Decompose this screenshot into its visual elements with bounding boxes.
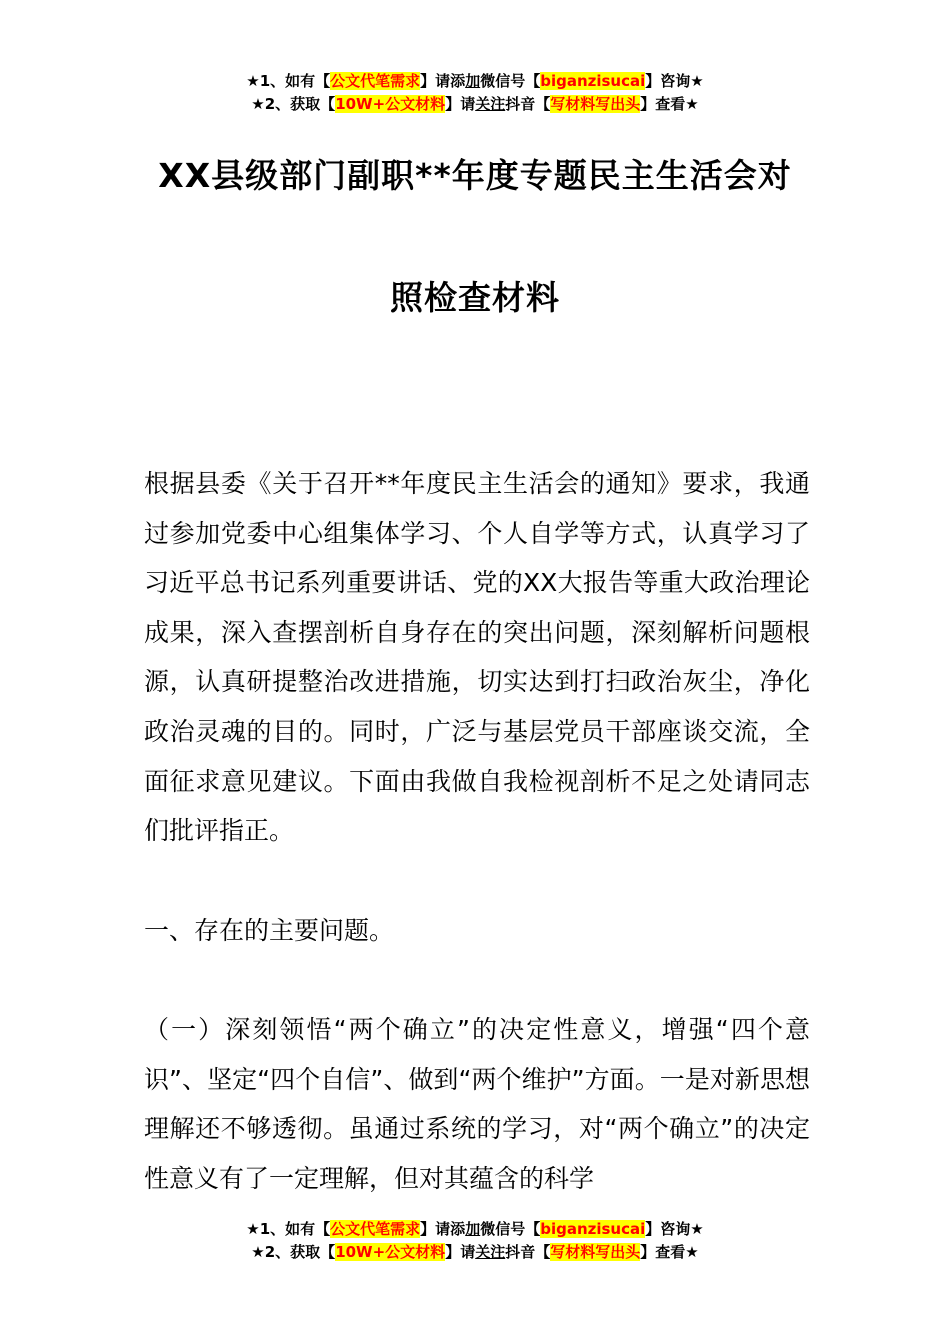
header-text: 加 — [465, 72, 481, 90]
footer-text: ★1、如有【 — [246, 1220, 331, 1238]
footer-text: 加 — [465, 1220, 481, 1238]
header-text: ★2、获取【 — [251, 95, 336, 113]
header-banner — [0, 70, 950, 116]
footer-text: 】咨询★ — [645, 1220, 704, 1238]
footer-text: 微信号【 — [480, 1220, 541, 1238]
highlight-ghostwriting: 公文代笔需求 — [330, 1220, 421, 1238]
footer-text: 】请添 — [420, 1220, 466, 1238]
highlight-ghostwriting: 公文代笔需求 — [330, 72, 421, 90]
header-text: 】请添 — [420, 72, 466, 90]
header-line-1 — [0, 70, 950, 93]
header-text: 微信号【 — [480, 72, 541, 90]
highlight-douyin-account: 写材料写出头 — [550, 1243, 641, 1261]
footer-line-2 — [0, 1241, 950, 1264]
header-text: 】咨询★ — [645, 72, 704, 90]
footer-text: 】请 — [445, 1243, 476, 1261]
highlight-wechat-id: biganzisucai — [540, 1220, 646, 1238]
document-title-line-1: XX县级部门副职**年度专题民主生活会对 — [158, 156, 792, 195]
header-text: 关注 — [475, 95, 506, 113]
highlight-douyin-account: 写材料写出头 — [550, 95, 641, 113]
header-text: 】请 — [445, 95, 476, 113]
footer-text: ★2、获取【 — [251, 1243, 336, 1261]
document-title-line-2: 照检查材料 — [390, 278, 560, 317]
highlight-wechat-id: biganzisucai — [540, 72, 646, 90]
header-text: 抖音【 — [505, 95, 551, 113]
footer-text: 关注 — [475, 1243, 506, 1261]
footer-banner — [0, 1218, 950, 1264]
header-line-2 — [0, 93, 950, 116]
header-text: ★1、如有【 — [246, 72, 331, 90]
footer-text: 抖音【 — [505, 1243, 551, 1261]
section-paragraph: （一）深刻领悟“两个确立”的决定性意义，增强“四个意识”、坚定“四个自信”、做到“两个维护”方面。一是对新思想理解还不够透彻。虽通过系统的学习，对“两个确立”的决定性意义有了一定理解，但对其蕴含的科学 — [144, 1015, 810, 1193]
intro-paragraph: 根据县委《关于召开**年度民主生活会的通知》要求，我通过参加党委中心组集体学习、个人自学等方式，认真学习了习近平总书记系列重要讲话、党的XX大报告等重大政治理论成果，深入查摆剖析自身存在的突出问题，深刻解析问题根源，认真研提整治改进措施，切实达到打扫政治灰尘，净化政治灵魂的目的。同时，广泛与基层党员干部座谈交流，全面征求意见建议。下面由我做自我检视剖析不足之处请同志们批评指正。 — [144, 469, 810, 846]
highlight-materials: 10W+公文材料 — [335, 95, 446, 113]
highlight-materials: 10W+公文材料 — [335, 1243, 446, 1261]
footer-line-1 — [0, 1218, 950, 1241]
header-text: 】查看★ — [640, 95, 699, 113]
footer-text: 】查看★ — [640, 1243, 699, 1261]
section-heading: 一、存在的主要问题。 — [144, 916, 395, 945]
